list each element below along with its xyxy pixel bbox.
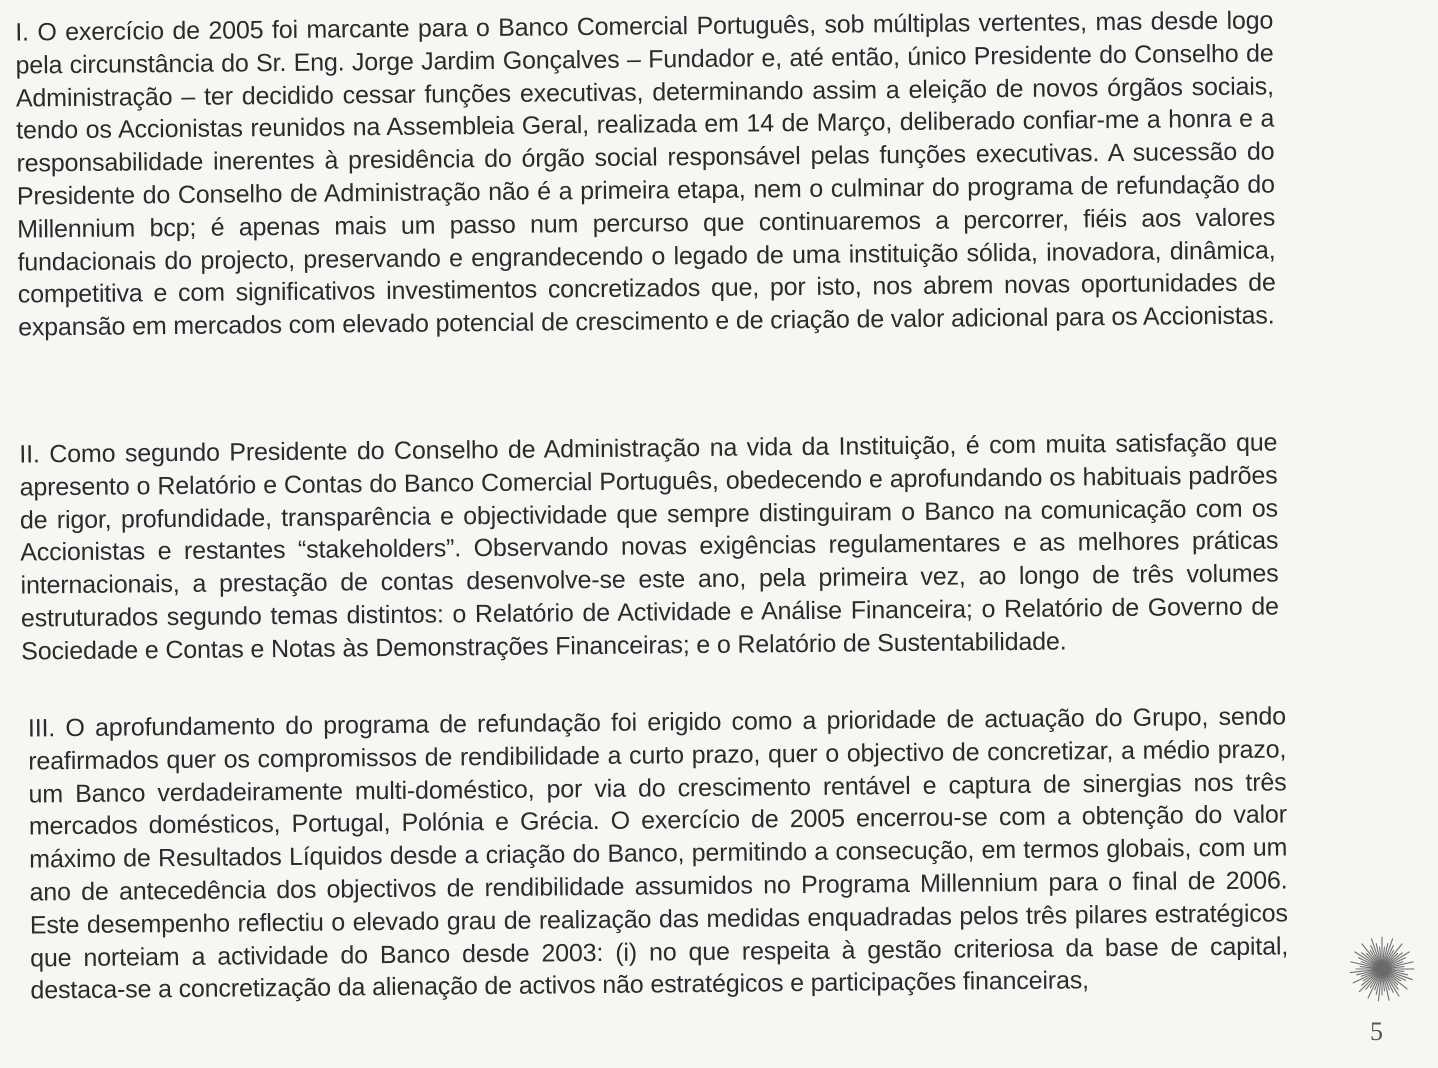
paragraph-1: I. O exercício de 2005 foi marcante para o Banco Comercial Português, sob múltiplas vertentes, mas desde logo pela circunstância do Sr. Eng. Jorge Jardim Gonçalves – Fundador e, até então, único Presidente do Conselho de Administração – ter decidido cessar funções executivas, determinando assim a eleição de novos órgãos sociais, tendo os Accionistas reunidos na Assembleia Geral, realizada em 14 de Março, deliberado confiar-me a honra e a responsabilidade inerentes à presidência do órgão social responsável pelas funções executivas. A sucessão do Presidente do Conselho de Administração não é a primeira etapa, nem o culminar do programa de refundação do Millennium bcp; é apenas mais um passo num percurso que continuaremos a percorrer, fiéis aos valores fundacionais do projecto, preservando e engrandecendo o legado de uma instituição sólida, inovadora, dinâmica, competitiva e com significativos investimentos concretizados que, por isto, nos abrem novas oportunidades de expansão em mercados com elevado potencial de crescimento e de criação de valor adicional para os Accionistas.	[15, 6, 1276, 342]
starburst-icon	[1348, 935, 1416, 1003]
paragraph-2: II. Como segundo Presidente do Conselho de Administração na vida da Instituição, é com muita satisfação que apresento o Relatório e Contas do Banco Comercial Português, obedecendo e aprofundando os habituais padrões de rigor, profundidade, transparência e objectividade que sempre distinguiram o Banco na comunicação com os Accionistas e restantes “stakeholders”. Observando novas exigências regulamentares e as melhores práticas internacionais, a prestação de contas desenvolve-se este ano, pela primeira vez, ao longo de três volumes estruturados segundo temas distintos: o Relatório de Actividade e Análise Financeira; o Relatório de Governo de Sociedade e Contas e Notas às Demonstrações Financeiras; e o Relatório de Sustentabilidade.	[19, 428, 1279, 666]
paragraph-3: III. O aprofundamento do programa de refundação foi erigido como a prioridade de actuação do Grupo, sendo reafirmados quer os compromissos de rendibilidade a curto prazo, quer o objectivo de concretizar, a médio prazo, um Banco verdadeiramente multi-doméstico, por via do crescimento rentável e captura de sinergias nos três mercados domésticos, Portugal, Polónia e Grécia. O exercício de 2005 encerrou-se com a obtenção do valor máximo de Resultados Líquidos desde a criação do Banco, permitindo a consecução, em termos globais, com um ano de antecedência dos objectivos de rendibilidade assumidos no Programa Millennium para o final de 2006. Este desempenho reflectiu o elevado grau de realização das medidas enquadradas pelos três pilares estratégicos que norteiam a actividade do Banco desde 2003: (i) no que respeita à gestão criteriosa da base de capital, destaca-se a concretização da alienação de activos não estratégicos e participações financeiras,	[27, 702, 1289, 1005]
page-number: 5	[1370, 1017, 1383, 1046]
